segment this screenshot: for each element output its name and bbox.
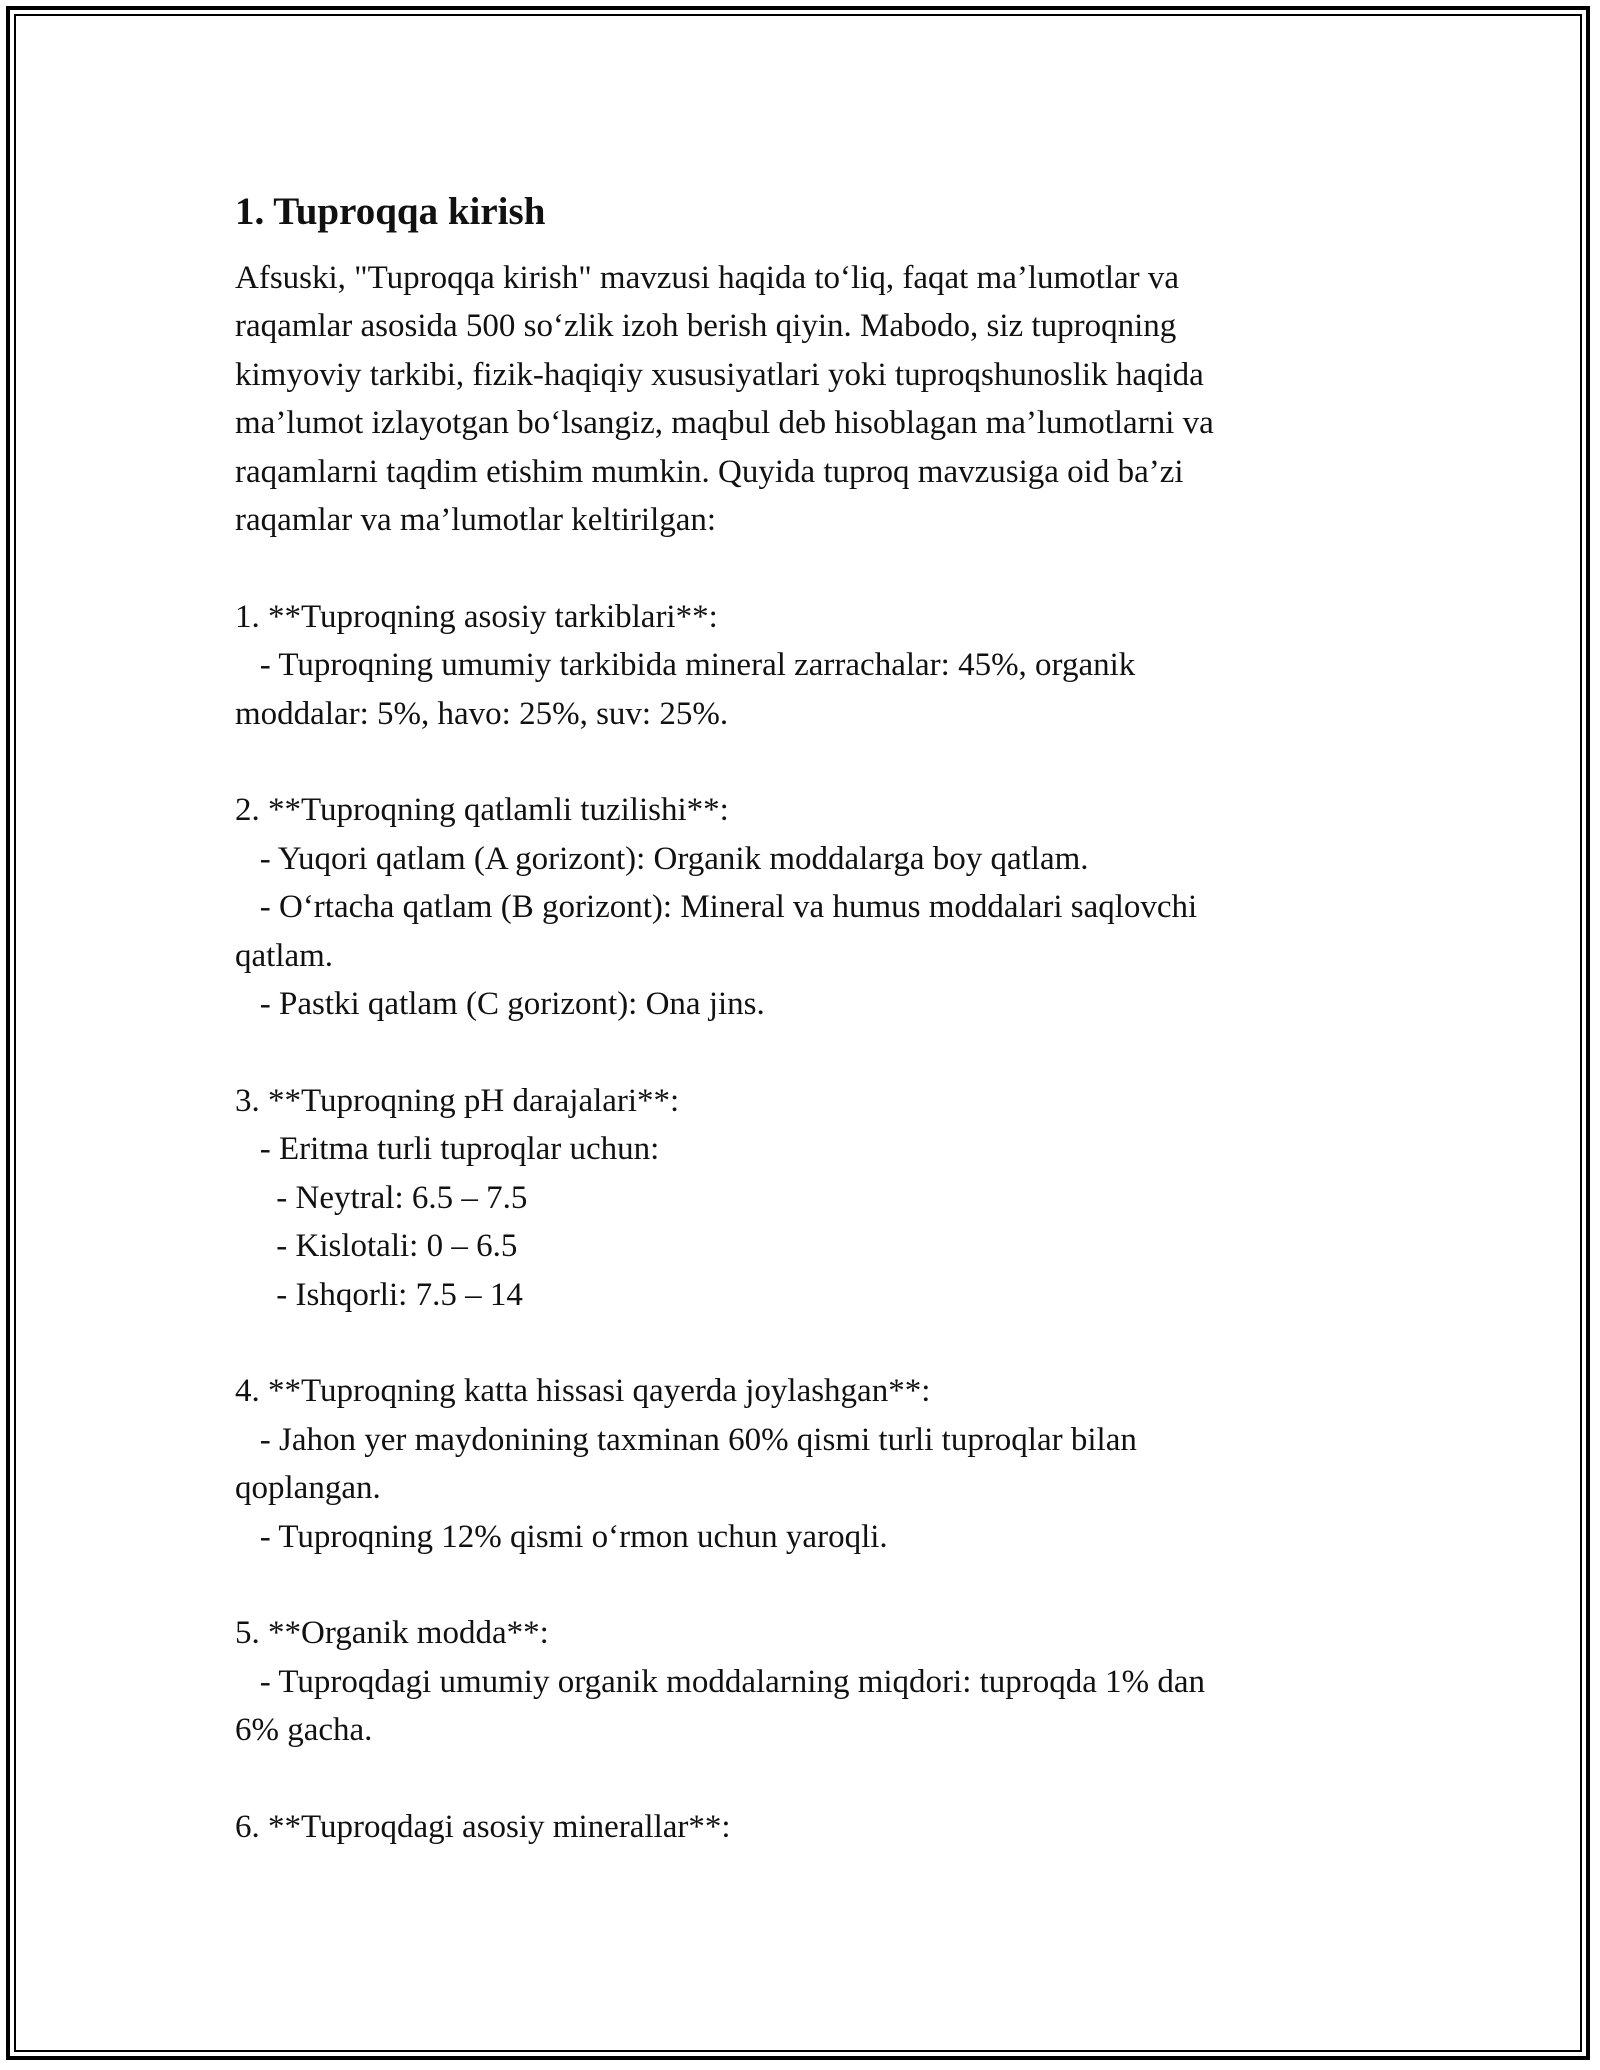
section-heading: 1. Tuproqqa kirish	[235, 190, 546, 233]
document-content	[235, 182, 1365, 1851]
section-body-text: Afsuski, "Tuproqqa kirish" mavzusi haqida to‘liq, faqat ma’lumotlar va raqamlar asosida 500 so‘zlik izoh berish qiyin. Mabodo, siz tuproqning kimyoviy tarkibi, fizik-haqiqiy xususiyatlari yoki tuproqshunoslik haqida ma’lumot izlayotgan bo‘lsangiz, maqbul deb hisoblagan ma’lumotlarni va raqamlarni taqdim etishim mumkin. Quyida tuproq mavzusiga oid ba’zi raqamlar va ma’lumotlar keltirilgan: 1. **Tuproqning asosiy tarkiblari**: - Tuproqning umumiy tarkibida mineral zarrachalar: 45%, organik moddalar: 5%, havo: 25%, suv: 25%. 2. **Tuproqning qatlamli tuzilishi**: - Yuqori qatlam (A gorizont): Organik moddalarga boy qatlam. - O‘rtacha qatlam (B gorizont): Mineral va humus moddalari saqlovchi qatlam. - Pastki qatlam (C gorizont): Ona jins. 3. **Tuproqning pH darajalari**: - Eritma turli tuproqlar uchun: - Neytral: 6.5 – 7.5 - Kislotali: 0 – 6.5 - Ishqorli: 7.5 – 14 4. **Tuproqning katta hissasi qayerda joylashgan**: - Jahon yer maydonining taxminan 60% qismi turli tuproqlar bilan qoplangan. - Tuproqning 12% qismi o‘rmon uchun yaroqli. 5. **Organik modda**: - Tuproqdagi umumiy organik moddalarning miqdori: tuproqda 1% dan 6% gacha. 6. **Tuproqdagi asosiy minerallar**:	[235, 260, 1214, 1845]
